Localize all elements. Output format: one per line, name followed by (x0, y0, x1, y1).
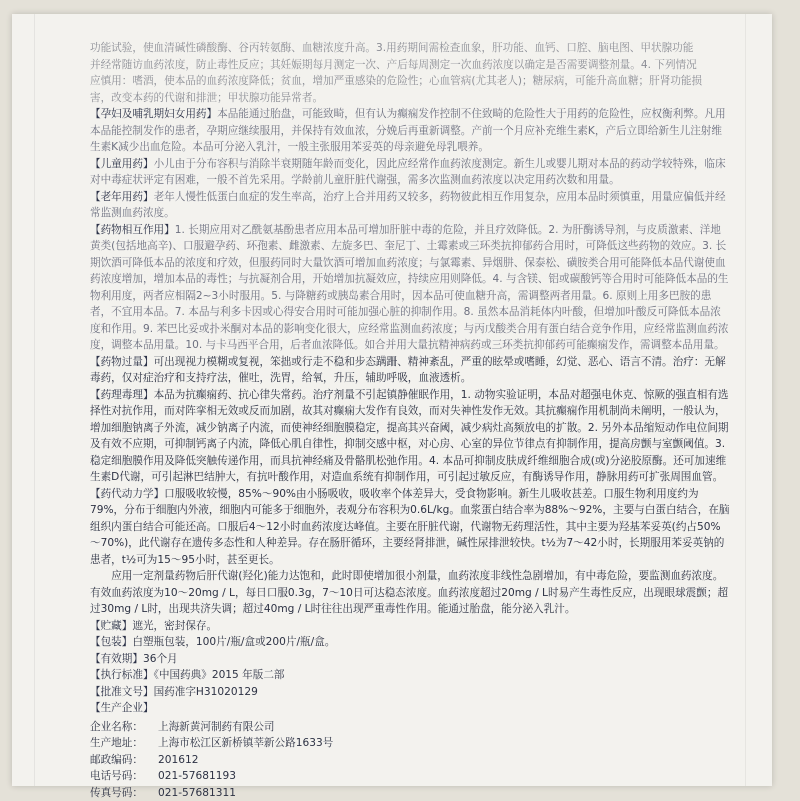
info-value: 白塑瓶包装，100片/瓶/盒或200片/瓶/盒。 (132, 636, 335, 648)
section-interactions (90, 222, 730, 354)
section-body: 老年人慢性低蛋白血症的发生率高，治疗上合并用药又较多，药物彼此相互作用复杂，应用本品时须慎重，用量应偏低并经常监测血药浓度。 (90, 191, 726, 220)
company-row (90, 719, 730, 736)
leaflet-sheet (12, 14, 772, 786)
text-line: 并经常随访血药浓度，防止毒性反应；其妊娠期每月测定一次、产后每周测定一次血药浓度以确定是否需要调整剂量。4. 下列情况 (90, 57, 730, 74)
info-value: 国药准字H31020129 (154, 686, 258, 698)
info-heading: 【 贮藏 】 (90, 620, 132, 632)
section-body: 小儿由于分布容积与消除半衰期随年龄而变化，因此应经常作血药浓度测定。新生儿或婴儿期对本品的药动学较特殊，临床对中毒症状评定有困难，一般不首先采用。学龄前儿童肝脏代谢强，需多次监测血药浓度以决定用药次数和用量。 (90, 158, 726, 187)
paper-fold-line (745, 14, 746, 786)
company-key: 企业名称： (90, 719, 158, 736)
section-body: 本品为抗癫痫药、抗心律失常药。治疗剂量不引起镇静催眠作用，1. 动物实验证明，本品对超强电休克、惊厥的强直相有选择性对抗作用，而对阵挛相无效或反而加剧，故其对癫痫大发作有良效，而对失神性发作无效。其抗癫痫作用机制尚未阐明，一般认为，增加细胞钠离子外流，减少钠离子内流，而使神经细胞膜稳定，提高其兴奋阈，减少病灶高频放电的扩散。2. 另外本品缩短动作电位间期及有效不应期，可抑制钙离子内流，降低心肌自律性，抑制交感中枢，对心房、心室的异位节律点有抑制作用，提高房颤与室颤阈值。3. 稳定细胞膜作用及降低突触传递作用，而具抗神经痛及骨骼肌松弛作用。4. 本品可抑制皮肤成纤维细胞合成(或)分泌胶原酶。还可加速维生素D代谢，可引起淋巴结肿大，有抗叶酸作用，对造血系统有抑制作用，可引起过敏反应，有酶诱导作用，静脉用药可扩张周围血管。 (90, 389, 729, 484)
faded-top-text (90, 40, 730, 106)
section-body: 应用一定剂量药物后肝代谢(羟化)能力达饱和，此时即使增加很小剂量，血药浓度非线性急剧增加，有中毒危险，要监测血药浓度。有效血药浓度为10～20mg / L，每日口服0.3g，7～10日可达稳态浓度。血药浓度超过20mg / L时易产生毒性反应，出现眼球震颤；超过30mg / L时，出现共济失调；超过40mg / L时往往出现严重毒性作用。能通过胎盘，能分泌入乳汁。 (90, 570, 728, 615)
company-row (90, 768, 730, 785)
section-heading: 【 药物相互作用 】 (90, 224, 175, 236)
company-value: 上海市松江区新桥镇莘新公路1633号 (158, 735, 333, 752)
company-key: 电话号码： (90, 768, 158, 785)
info-heading: 【 批准文号 】 (90, 686, 154, 698)
text-line: 害，改变本药的代谢和排泄；甲状腺功能异常者。 (90, 90, 730, 107)
section-body: 口服吸收较慢，85%～90%由小肠吸收，吸收率个体差异大，受食物影响。新生儿吸收甚差。口服生物利用度约为79%，分布于细胞内外液，细胞内可能多于细胞外，表观分布容积为0.6L/kg。血浆蛋白结合率为88%～92%，主要与白蛋白结合，在脑组织内蛋白结合可能还高。口服后4～12小时血药浓度达峰值。主要在肝脏代谢，代谢物无药理活性，其中主要为羟基苯妥英(约占50%～70%)，此代谢存在遗传多态性和人种差异。存在肠肝循环，主要经肾排泄，碱性尿排泄较快。t½为7～42小时，长期服用苯妥英钠的患者，t½可为15～95小时，甚至更长。 (90, 488, 730, 566)
section-body: 1. 长期应用对乙酰氨基酚患者应用本品可增加肝脏中毒的危险，并且疗效降低。2. 为肝酶诱导剂，与皮质激素、洋地黄类(包括地高辛)、口服避孕药、环孢素、雌激素、左旋多巴、奎尼丁、土霉素或三环类抗抑郁药合用时，可降低这些药物的效应。3. 长期饮酒可降低本品的浓度和疗效，但服药同时大量饮酒可增加血药浓度；与氯霉素、异烟肼、保泰松、磺胺类合用可能降低本品代谢使血药浓度增加，增加本品的毒性；与抗凝剂合用，开始增加抗凝效应，持续应用则降低。4. 与含镁、铝或碳酸钙等合用时可能降低本品的生物利用度，两者应相隔2~3小时服用。5. 与降糖药或胰岛素合用时，因本品可使血糖升高，需调整两者用量。6. 原则上用多巴胺的患者，不宜用本品。7. 本品与利多卡因或心得安合用时可能加强心脏的抑制作用。8. 虽然本品消耗体内叶酸，但增加叶酸反可降低本品浓度和作用。9. 苯巴比妥或扑米酮对本品的影响变化很大，应经常监测血药浓度；与丙戊酸类合用有蛋白结合竞争作用，应经常监测血药浓度，调整本品用量。10. 与卡马西平合用，后者血浓降低。如合并用大量抗精神病药或三环类抗抑郁药可能癫痫发作，需调整本品用量。 (90, 224, 729, 352)
info-heading: 【 包装 】 (90, 636, 132, 648)
section-body: 本品能通过胎盘，可能致畸，但有认为癫痫发作控制不住致畸的危险性大于用药的危险性，应权衡利弊。凡用本品能控制发作的患者，孕期应继续服用，并保持有效血浓，分娩后再重新调整。产前一个月应补充维生素K，产后立即给新生儿注射维生素K减少出血危险。本品可分泌入乳汁，一般主张服用苯妥英的母亲避免母乳喂养。 (90, 108, 726, 153)
company-key: 生产地址： (90, 735, 158, 752)
section-overdose (90, 354, 730, 387)
info-value: 36个月 (143, 653, 178, 665)
info-approval-number (90, 684, 730, 701)
info-heading: 【 有效期 】 (90, 653, 143, 665)
info-heading: 【 执行标准 】 (90, 669, 154, 681)
paper-fold-line (34, 14, 35, 786)
section-heading: 【 老年用药 】 (90, 191, 154, 203)
info-manufacturer (90, 700, 730, 717)
section-pharmacokinetics-cont (90, 568, 730, 618)
section-heading: 【 孕妇及哺乳期妇女用药 】 (90, 108, 217, 120)
company-row (90, 735, 730, 752)
company-key: 传真号码： (90, 785, 158, 801)
section-heading: 【 儿童用药 】 (90, 158, 154, 170)
company-value: 021-57681311 (158, 785, 236, 801)
leaflet-content (90, 40, 730, 801)
info-storage (90, 618, 730, 635)
info-value: 遮光，密封保存。 (132, 620, 217, 632)
text-line: 应慎用：嗜酒，使本品的血药浓度降低；贫血，增加严重感染的危险性；心血管病(尤其老人)；糖尿病，可能升高血糖；肝肾功能损 (90, 73, 730, 90)
section-pregnancy (90, 106, 730, 156)
text-line: 功能试验，使血清碱性磷酸酶、谷丙转氨酶、血糖浓度升高。3.用药期间需检查血象，肝功能、血钙、口腔、脑电图、甲状腺功能 (90, 40, 730, 57)
section-children (90, 156, 730, 189)
company-row (90, 752, 730, 769)
company-value: 021-57681193 (158, 768, 236, 785)
section-pharmacokinetics (90, 486, 730, 569)
section-heading: 【 药理毒理 】 (90, 389, 154, 401)
info-package (90, 634, 730, 651)
company-details (90, 719, 730, 801)
info-value: 《中国药典》2015 年版二部 (154, 669, 285, 681)
section-pharmacology (90, 387, 730, 486)
section-elderly (90, 189, 730, 222)
company-key: 邮政编码： (90, 752, 158, 769)
section-heading: 【 药物过量 】 (90, 356, 154, 368)
info-expiry (90, 651, 730, 668)
section-heading: 【 药代动力学 】 (90, 488, 164, 500)
company-row (90, 785, 730, 801)
info-standard (90, 667, 730, 684)
section-body: 可出现视力模糊或复视，笨拙或行走不稳和步态蹒跚、精神紊乱，严重的眩晕或嗜睡，幻觉、恶心、语言不清。治疗：无解毒药，仅对症治疗和支持疗法，催吐，洗胃，给氧，升压，辅助呼吸，血液透析。 (90, 356, 726, 385)
company-value: 上海新黄河制药有限公司 (158, 719, 275, 736)
info-heading: 【 生产企业 】 (90, 702, 154, 714)
company-value: 201612 (158, 752, 198, 769)
